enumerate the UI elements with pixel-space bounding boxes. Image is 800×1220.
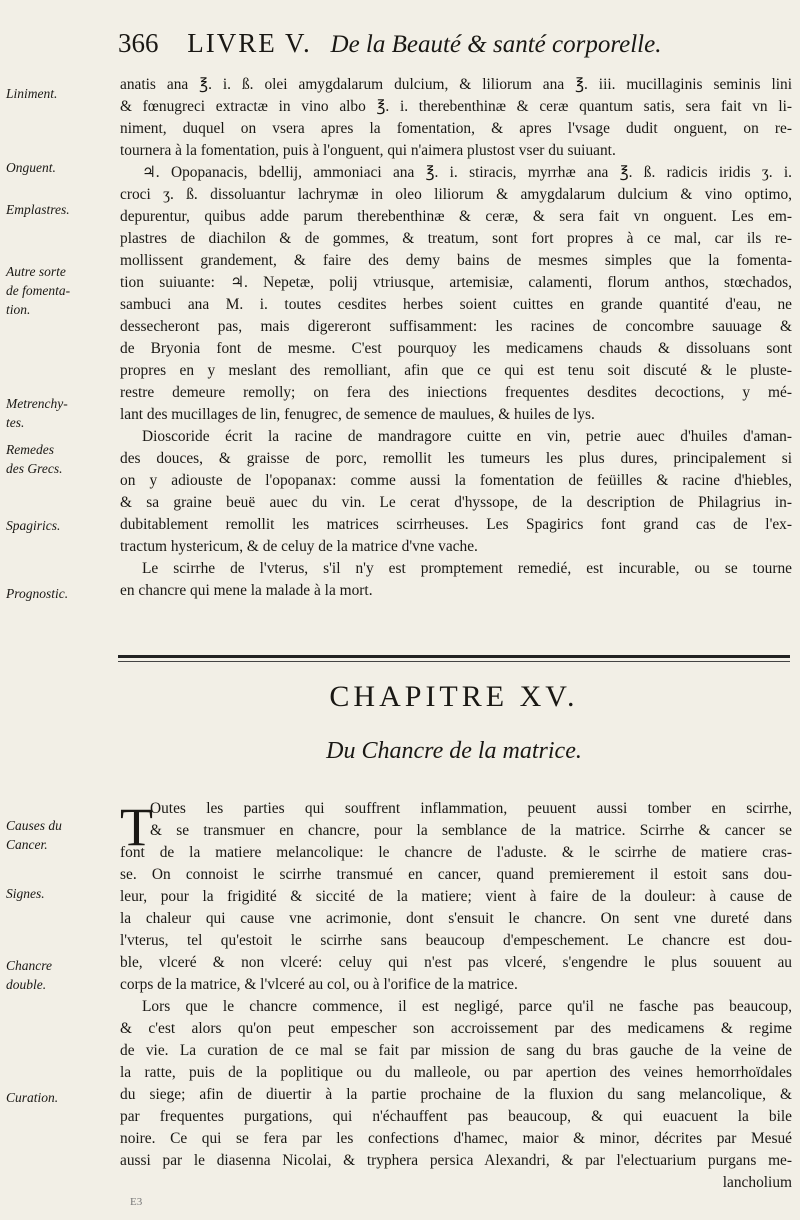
section-rule: [118, 655, 790, 658]
text-line: on y adiouste de l'opopanax: comme aussi la fomentation de feüilles & racine d'hiebles,: [120, 472, 792, 489]
margin-note: Prognostic.: [6, 586, 69, 601]
text-line: des douces, & graisse de porc, remollit les tumeurs les plus dures, principalement si: [120, 450, 792, 467]
text-line: & se transmuer en chancre, pour la semblance de la matrice. Scirrhe & cancer se: [150, 822, 792, 839]
signature-mark: E3: [130, 1196, 143, 1208]
page-number: 366: [118, 28, 159, 58]
margin-note: de fomenta-: [6, 283, 71, 298]
text-line: en chancre qui mene la malade à la mort.: [120, 582, 373, 599]
text-line: plastres de diachilon & de gommes, & treatum, sont fort propres à ce mal, car ils re-: [120, 230, 792, 247]
text-line: la chaleur qui cause vne acrimonie, dont s'ensuit le chancre. On sent vne dureté dans: [120, 910, 792, 927]
text-line: anatis ana ℥. i. ß. olei amygdalarum dulcium, & liliorum ana ℥. iii. mucillaginis seminis lini: [120, 76, 792, 93]
text-line: ble, vlceré & non vlceré: celuy qui n'est pas vlceré, s'engendre le plus souuent au: [120, 954, 792, 971]
margin-note: double.: [6, 977, 47, 992]
text-line: noire. Ce qui se fera par les confections d'hamec, maior & minor, décrites par Mesué: [120, 1130, 792, 1147]
text-line: de Bryonia font de mesme. C'est pourquoy les medicamens chauds & dissoluans sont: [120, 340, 792, 357]
text-line: du siege; afin de diuertir à la partie prochaine de la fluxion du sang melancolique, &: [120, 1086, 792, 1103]
text-line: dessecheront pas, mais digereront suffisamment: les racines de concombre sauuage &: [120, 318, 792, 335]
text-line: lancholium: [722, 1174, 792, 1191]
book-label: LIVRE V.: [187, 28, 312, 58]
margin-note: Liniment.: [6, 86, 58, 101]
text-line: se. On connoist le scirrhe transmué en cancer, quand premierement il estoit sans dou-: [120, 866, 792, 883]
text-line: & sa graine beuë auec du vin. Le cerat d'hyssope, de la description de Philagrius in-: [120, 494, 792, 511]
margin-note: Metrenchy-: [6, 396, 68, 411]
text-line: tournera à la fomentation, puis à l'onguent, qui n'aimera plustost vser du suiuant.: [120, 142, 616, 159]
text-line: tion suiuante: ♃. Nepetæ, polij vtriusque, artemisiæ, calamenti, florum anthos, stœchados,: [120, 274, 792, 291]
text-block-chapter: [120, 798, 792, 1194]
text-line: croci ʒ. ß. dissoluantur lachrymæ in oleo liliorum & amygdalarum dulcium & vino optimo,: [120, 186, 792, 203]
text-line: depurentur, quibus adde parum therebenthinæ & ceræ, & sera fait vn onguent. Les em-: [120, 208, 792, 225]
margin-note: des Grecs.: [6, 461, 63, 476]
margin-note: Remedes: [6, 442, 54, 457]
text-line: sambuci ana M. i. toutes cesdites herbes soient cuittes en grande quantité d'eau, ne: [120, 296, 792, 313]
text-line: Outes les parties qui souffrent inflammation, peuuent aussi tomber en scirrhe,: [150, 800, 792, 817]
text-line: mollissent grandement, & faire des demy bains de mesmes simples que la fomenta-: [120, 252, 792, 269]
margin-note: tes.: [6, 415, 25, 430]
text-line: de vie. La curation de ce mal se fait par mission de sang du bras gauche de la veine de: [120, 1042, 792, 1059]
text-block-top: [120, 74, 792, 602]
margin-note: Signes.: [6, 886, 45, 901]
text-line: par frequentes purgations, qui n'échauffent pas beaucoup, & qui euacuent la bile: [120, 1108, 792, 1125]
text-line: tractum hystericum, & de celuy de la matrice d'vne vache.: [120, 538, 478, 555]
running-title: De la Beauté & santé corporelle.: [330, 31, 662, 58]
margin-note: Emplastres.: [6, 202, 70, 217]
drop-cap: T: [120, 797, 153, 857]
text-line: ♃. Opopanacis, bdellij, ammoniaci ana ℥. i. stiracis, myrrhæ ana ℥. ß. radicis iridis ʒ. i.: [142, 164, 792, 181]
margin-note: Autre sorte: [6, 264, 66, 279]
margin-note: Curation.: [6, 1090, 59, 1105]
text-line: Dioscoride écrit la racine de mandragore cuitte en vin, petrie auec d'huiles d'aman-: [142, 428, 792, 445]
margin-notes: [0, 0, 118, 1220]
chapter-title: CHAPITRE XV.: [329, 680, 579, 713]
text-line: restre demeure remolly; on fera des iniections frequentes desdites decoctions, y mé-: [120, 384, 792, 401]
text-line: lant des mucillages de lin, fenugrec, de semence de maulues, & huiles de lys.: [120, 406, 595, 423]
margin-note: tion.: [6, 302, 31, 317]
text-line: & c'est alors qu'on peut empescher son accroissement par des medicamens & regime: [120, 1020, 792, 1037]
chapter-subtitle: Du Chancre de la matrice.: [326, 738, 582, 764]
text-line: leur, pour la frigidité & siccité de la matiere; vient à faire de la douleur: à cause de: [120, 888, 792, 905]
text-line: aussi par le diasenna Nicolai, & tryphera persica Alexandri, & par l'electuarium purgans me-: [120, 1152, 792, 1169]
text-line: Le scirrhe de l'vterus, s'il n'y est promptement remedié, est incurable, ou se tourne: [142, 560, 792, 577]
margin-note: Onguent.: [6, 160, 56, 175]
margin-note: Spagirics.: [6, 518, 61, 533]
text-line: & fœnugreci extractæ in vino albo ℥. i. therebenthinæ & ceræ quantum satis, sera fait vn li-: [120, 98, 792, 115]
text-line: corps de la matrice, & l'vlceré au col, ou à l'orifice de la matrice.: [120, 976, 518, 993]
text-line: la ratte, puis de la poplitique ou du malleole, ou par apertion des veines hemorrhoïdales: [120, 1064, 792, 1081]
margin-note: Causes du: [6, 818, 62, 833]
text-line: Lors que le chancre commence, il est negligé, parce qu'il ne fasche pas beaucoup,: [142, 998, 792, 1015]
section-rule-thin: [118, 661, 790, 662]
text-line: propres en y meslant des remolliant, afin que ce qui est tenu soit discuté & le pluste-: [120, 362, 792, 379]
text-line: dubitablement remollit les matrices scirrheuses. Les Spagirics font grand cas de l'ex-: [120, 516, 792, 533]
text-line: niment, duquel on vsera apres la fomentation, & apres l'vsage dudit onguent, on re-: [120, 120, 792, 137]
text-line: font de la matiere melancolique: le chancre de l'aduste. & le scirrhe de matiere cras-: [120, 844, 792, 861]
margin-note: Cancer.: [6, 837, 48, 852]
margin-note: Chancre: [6, 958, 52, 973]
text-line: l'vterus, tel qu'estoit le scirrhe sans beaucoup d'empeschement. Le chancre est dou-: [120, 932, 792, 949]
running-header: [118, 28, 788, 68]
